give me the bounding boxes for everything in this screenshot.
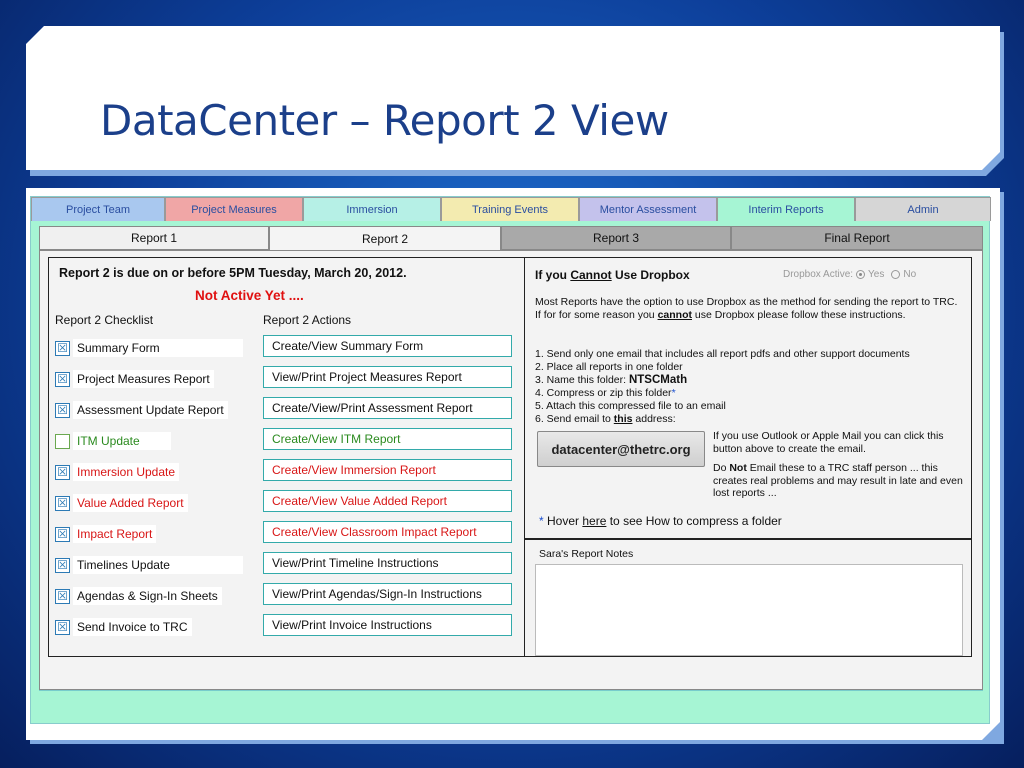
- checklist-checkbox[interactable]: ☒: [55, 341, 70, 356]
- report-action-button[interactable]: Create/View Summary Form: [263, 335, 512, 357]
- step-3-text: 3. Name this folder:: [535, 374, 629, 386]
- checklist-item: [55, 617, 192, 637]
- checklist-item: [55, 338, 243, 358]
- this-word: this: [613, 413, 633, 425]
- checklist-item: [55, 369, 214, 389]
- checklist-label: Timelines Update: [73, 556, 243, 574]
- tab-final-report[interactable]: Final Report: [731, 226, 983, 250]
- checklist-item: [55, 586, 222, 606]
- checklist-checkbox[interactable]: [55, 434, 70, 449]
- checklist-label: ITM Update: [73, 432, 171, 450]
- hover-here-link[interactable]: here: [582, 514, 607, 528]
- title-prefix: If you: [535, 268, 571, 282]
- checklist-label: Immersion Update: [73, 463, 179, 481]
- step-3: [535, 374, 965, 387]
- dropbox-active-toggle: [783, 269, 916, 280]
- checklist-checkbox[interactable]: ☒: [55, 558, 70, 573]
- report-notes-textarea[interactable]: [535, 564, 963, 656]
- checklist-label: Value Added Report: [73, 494, 188, 512]
- intro-text-1: Most Reports have the option to use Dropbox as the method for sending the report to TRC. If for for some reason you: [535, 296, 958, 321]
- checklist-header: Report 2 Checklist: [55, 313, 154, 327]
- checklist-item: [55, 462, 179, 482]
- tab-project-measures[interactable]: Project Measures: [165, 197, 303, 221]
- tab-immersion[interactable]: Immersion: [303, 197, 441, 221]
- title-cannot: Cannot: [570, 268, 612, 282]
- step-1: 1. Send only one email that includes all report pdfs and other support documents: [535, 348, 910, 360]
- report-action-button[interactable]: View/Print Invoice Instructions: [263, 614, 512, 636]
- checklist-item: [55, 524, 156, 544]
- not-word: Not: [729, 462, 747, 474]
- folder-name: NTSCMath: [628, 374, 688, 386]
- report-action-button[interactable]: View/Print Project Measures Report: [263, 366, 512, 388]
- step-6: [535, 413, 965, 426]
- report-action-button[interactable]: Create/View Classroom Impact Report: [263, 521, 512, 543]
- checklist-label: Assessment Update Report: [73, 401, 228, 419]
- step-6-text: 6. Send email to: [535, 413, 614, 425]
- checklist-label: Agendas & Sign-In Sheets: [73, 587, 222, 605]
- title-suffix: Use Dropbox: [611, 268, 690, 282]
- tab-project-team[interactable]: Project Team: [31, 197, 165, 221]
- no-label: No: [903, 269, 917, 280]
- outlook-note: If you use Outlook or Apple Mail you can click this button above to create the email.: [713, 430, 944, 455]
- dropbox-active-label: Dropbox Active:: [783, 269, 854, 280]
- checklist-item: [55, 555, 243, 575]
- datacenter-screenshot: [30, 196, 990, 724]
- checklist-checkbox[interactable]: ☒: [55, 372, 70, 387]
- email-datacenter-button[interactable]: datacenter@thetrc.org: [537, 431, 705, 467]
- instruction-steps: [535, 348, 965, 426]
- hover-prefix: Hover: [543, 514, 583, 528]
- tab-report-2[interactable]: Report 2: [269, 226, 501, 250]
- report-tab-bar: [39, 226, 983, 250]
- checklist-label: Summary Form: [73, 339, 243, 357]
- hover-suffix: to see How to compress a folder: [606, 514, 782, 528]
- tab-mentor-assessment[interactable]: Mentor Assessment: [579, 197, 717, 221]
- staff-warning: [713, 462, 963, 500]
- report-2-panel: [39, 250, 983, 690]
- tab-admin[interactable]: Admin: [855, 197, 991, 221]
- dropbox-intro: [535, 296, 965, 322]
- tab-interim-reports[interactable]: Interim Reports: [717, 197, 855, 221]
- due-date-text: Report 2 is due on or before 5PM Tuesday, March 20, 2012.: [59, 266, 407, 280]
- warning-text: Email these to a TRC staff person ... this creates real problems and may result in late and even lost reports ...: [713, 462, 963, 499]
- tab-report-3[interactable]: Report 3: [501, 226, 731, 250]
- slide-title: DataCenter – Report 2 View: [100, 96, 669, 145]
- checklist-checkbox[interactable]: ☒: [55, 465, 70, 480]
- yes-label: Yes: [868, 269, 885, 280]
- checklist-label: Project Measures Report: [73, 370, 214, 388]
- address-suffix: address:: [632, 413, 676, 425]
- checklist-column: [49, 258, 525, 656]
- report-action-button[interactable]: View/Print Timeline Instructions: [263, 552, 512, 574]
- step-2: 2. Place all reports in one folder: [535, 361, 683, 373]
- checklist-label: Send Invoice to TRC: [73, 618, 192, 636]
- report-box: [48, 257, 972, 657]
- checklist-item: [55, 431, 171, 451]
- notes-divider: [525, 538, 971, 540]
- checklist-checkbox[interactable]: ☒: [55, 527, 70, 542]
- tab-report-1[interactable]: Report 1: [39, 226, 269, 250]
- report-action-button[interactable]: Create/View Immersion Report: [263, 459, 512, 481]
- tab-training-events[interactable]: Training Events: [441, 197, 579, 221]
- dropbox-instructions-column: [525, 258, 971, 656]
- checklist-checkbox[interactable]: ☒: [55, 496, 70, 511]
- step-4-star: *: [671, 387, 676, 399]
- step-5: 5. Attach this compressed file to an email: [535, 400, 726, 412]
- report-action-button[interactable]: Create/View Value Added Report: [263, 490, 512, 512]
- notes-label: Sara's Report Notes: [539, 548, 634, 560]
- report-action-button[interactable]: View/Print Agendas/Sign-In Instructions: [263, 583, 512, 605]
- yes-radio[interactable]: [856, 270, 865, 279]
- intro-cannot: cannot: [657, 309, 692, 321]
- top-tab-bar: [31, 197, 991, 221]
- hover-star: *: [539, 514, 544, 528]
- step-4-text: 4. Compress or zip this folder: [535, 387, 672, 399]
- compress-help: [539, 514, 782, 528]
- report-action-button[interactable]: Create/View/Print Assessment Report: [263, 397, 512, 419]
- no-radio[interactable]: [891, 270, 900, 279]
- checklist-item: [55, 493, 188, 513]
- report-action-button[interactable]: Create/View ITM Report: [263, 428, 512, 450]
- checklist-item: [55, 400, 228, 420]
- no-dropbox-title: [535, 268, 690, 282]
- not-active-status: Not Active Yet ....: [195, 288, 304, 303]
- checklist-checkbox[interactable]: ☒: [55, 620, 70, 635]
- bottom-strip: [39, 690, 983, 720]
- step-4: [535, 387, 965, 400]
- checklist-checkbox[interactable]: ☒: [55, 589, 70, 604]
- checklist-label: Impact Report: [73, 525, 156, 543]
- do-word: Do: [713, 462, 730, 474]
- intro-text-2: use Dropbox please follow these instructions.: [691, 309, 906, 321]
- actions-header: Report 2 Actions: [263, 313, 352, 327]
- checklist-checkbox[interactable]: ☒: [55, 403, 70, 418]
